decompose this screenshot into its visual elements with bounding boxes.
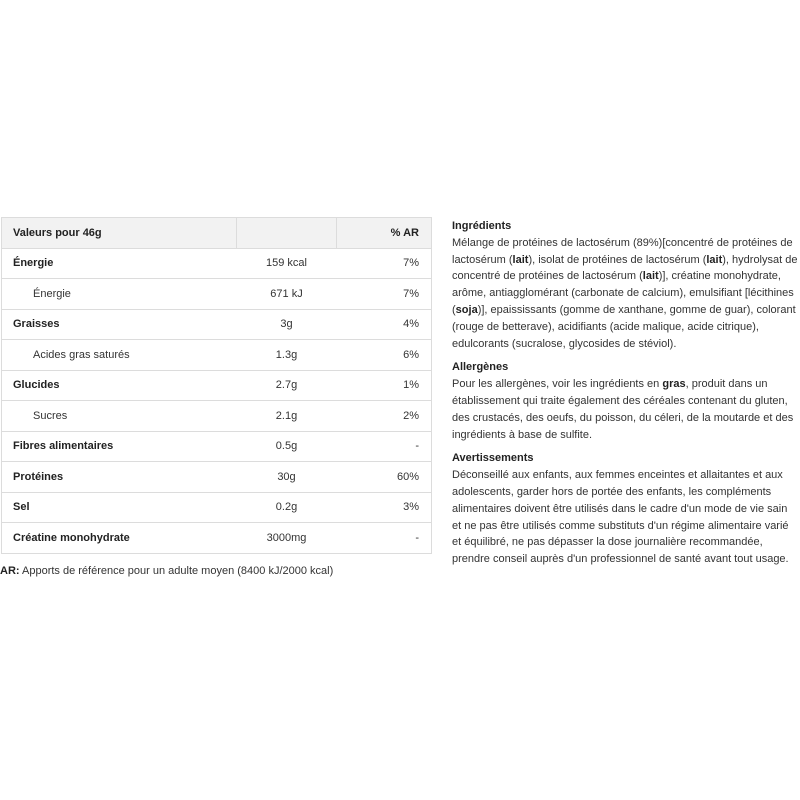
row-ar: - [337,523,432,554]
row-label: Énergie [2,279,237,310]
row-ar: 60% [337,462,432,493]
table-row [2,248,432,279]
row-label: Énergie [2,248,237,279]
row-ar: 2% [337,401,432,432]
header-label: Valeurs pour 46g [2,218,237,249]
table-row [2,279,432,310]
ingredients-part: Mélange de protéines de lactosérum (89%)[concentré de protéines de lactosérum ( [452,236,793,266]
table-row [2,370,432,401]
header-ar: % AR [337,218,432,249]
row-value: 2.1g [237,401,337,432]
allergen-bold: lait [642,270,659,283]
ingredients-part: ), hydrolysat de concentré de protéines de lactosérum ( [452,253,798,283]
allergens-part: , produit dans un établissement qui traite également des céréales contenant du gluten, des crustacés, des oeufs, du poisson, du céleri, de la moutarde et des ingrédients à base de sulfite. [452,378,794,441]
table-row [2,340,432,371]
nutrition-table [1,217,432,554]
warnings-section [452,450,798,568]
allergens-text [452,376,798,443]
row-ar: - [337,431,432,462]
warnings-title: Avertissements [452,452,534,465]
ingredients-part: )], epaississants (gomme de xanthane, gomme de guar), colorant (rouge de betterave), acidifiants (acide malique, acide citrique), edulcorants (sucralose, glycosides de stéviol). [452,303,796,350]
table-row [2,401,432,432]
allergens-title: Allergènes [452,361,509,374]
row-ar: 7% [337,279,432,310]
row-label: Sucres [2,401,237,432]
row-label: Glucides [2,370,237,401]
table-header-row [2,218,432,249]
allergens-part: Pour les allergènes, voir les ingrédients en [452,378,663,391]
allergen-bold: gras [662,378,686,391]
table-row [2,309,432,340]
ar-footnote [0,565,333,577]
row-value: 0.2g [237,492,337,523]
row-label: Acides gras saturés [2,340,237,371]
row-label: Créatine monohydrate [2,523,237,554]
row-value: 671 kJ [237,279,337,310]
row-ar: 7% [337,248,432,279]
row-value: 3g [237,309,337,340]
row-value: 1.3g [237,340,337,371]
row-label: Fibres alimentaires [2,431,237,462]
row-ar: 6% [337,340,432,371]
table-row [2,492,432,523]
ingredients-section [452,218,798,352]
header-value [237,218,337,249]
ingredients-part: ), isolat de protéines de lactosérum ( [528,253,707,266]
row-ar: 3% [337,492,432,523]
ar-abbr: AR: [0,565,20,577]
allergen-bold: lait [512,253,529,266]
allergen-bold: soja [455,303,478,316]
table-row [2,523,432,554]
row-value: 3000mg [237,523,337,554]
product-info [452,218,798,575]
ar-note-text: Apports de référence pour un adulte moyen (8400 kJ/2000 kcal) [19,565,334,577]
ingredients-text [452,235,798,353]
row-ar: 1% [337,370,432,401]
row-value: 2.7g [237,370,337,401]
row-label: Sel [2,492,237,523]
table-row [2,462,432,493]
row-label: Graisses [2,309,237,340]
row-value: 0.5g [237,431,337,462]
allergens-section [452,359,798,443]
table-row [2,431,432,462]
warnings-text: Déconseillé aux enfants, aux femmes enceintes et allaitantes et aux adolescents, garder hors de portée des enfants, les compléments alimentaires doivent être utilisés dans le cadre d'un mode de vie sain et ne pas être utilisés comme substituts d'un régime alimentaire varié et équilibré, ne pas dépasser la dose journalière recommandée, prendre conseil auprès d'un professionnel de santé avant tout usage. [452,469,789,566]
row-value: 30g [237,462,337,493]
ingredients-title: Ingrédients [452,220,512,232]
row-value: 159 kcal [237,248,337,279]
allergen-bold: lait [706,253,723,266]
row-label: Protéines [2,462,237,493]
ingredients-part: )], créatine monohydrate, arôme, antiagglomérant (carbonate de calcium), emulsifiant [lécithines ( [452,270,794,316]
row-ar: 4% [337,309,432,340]
